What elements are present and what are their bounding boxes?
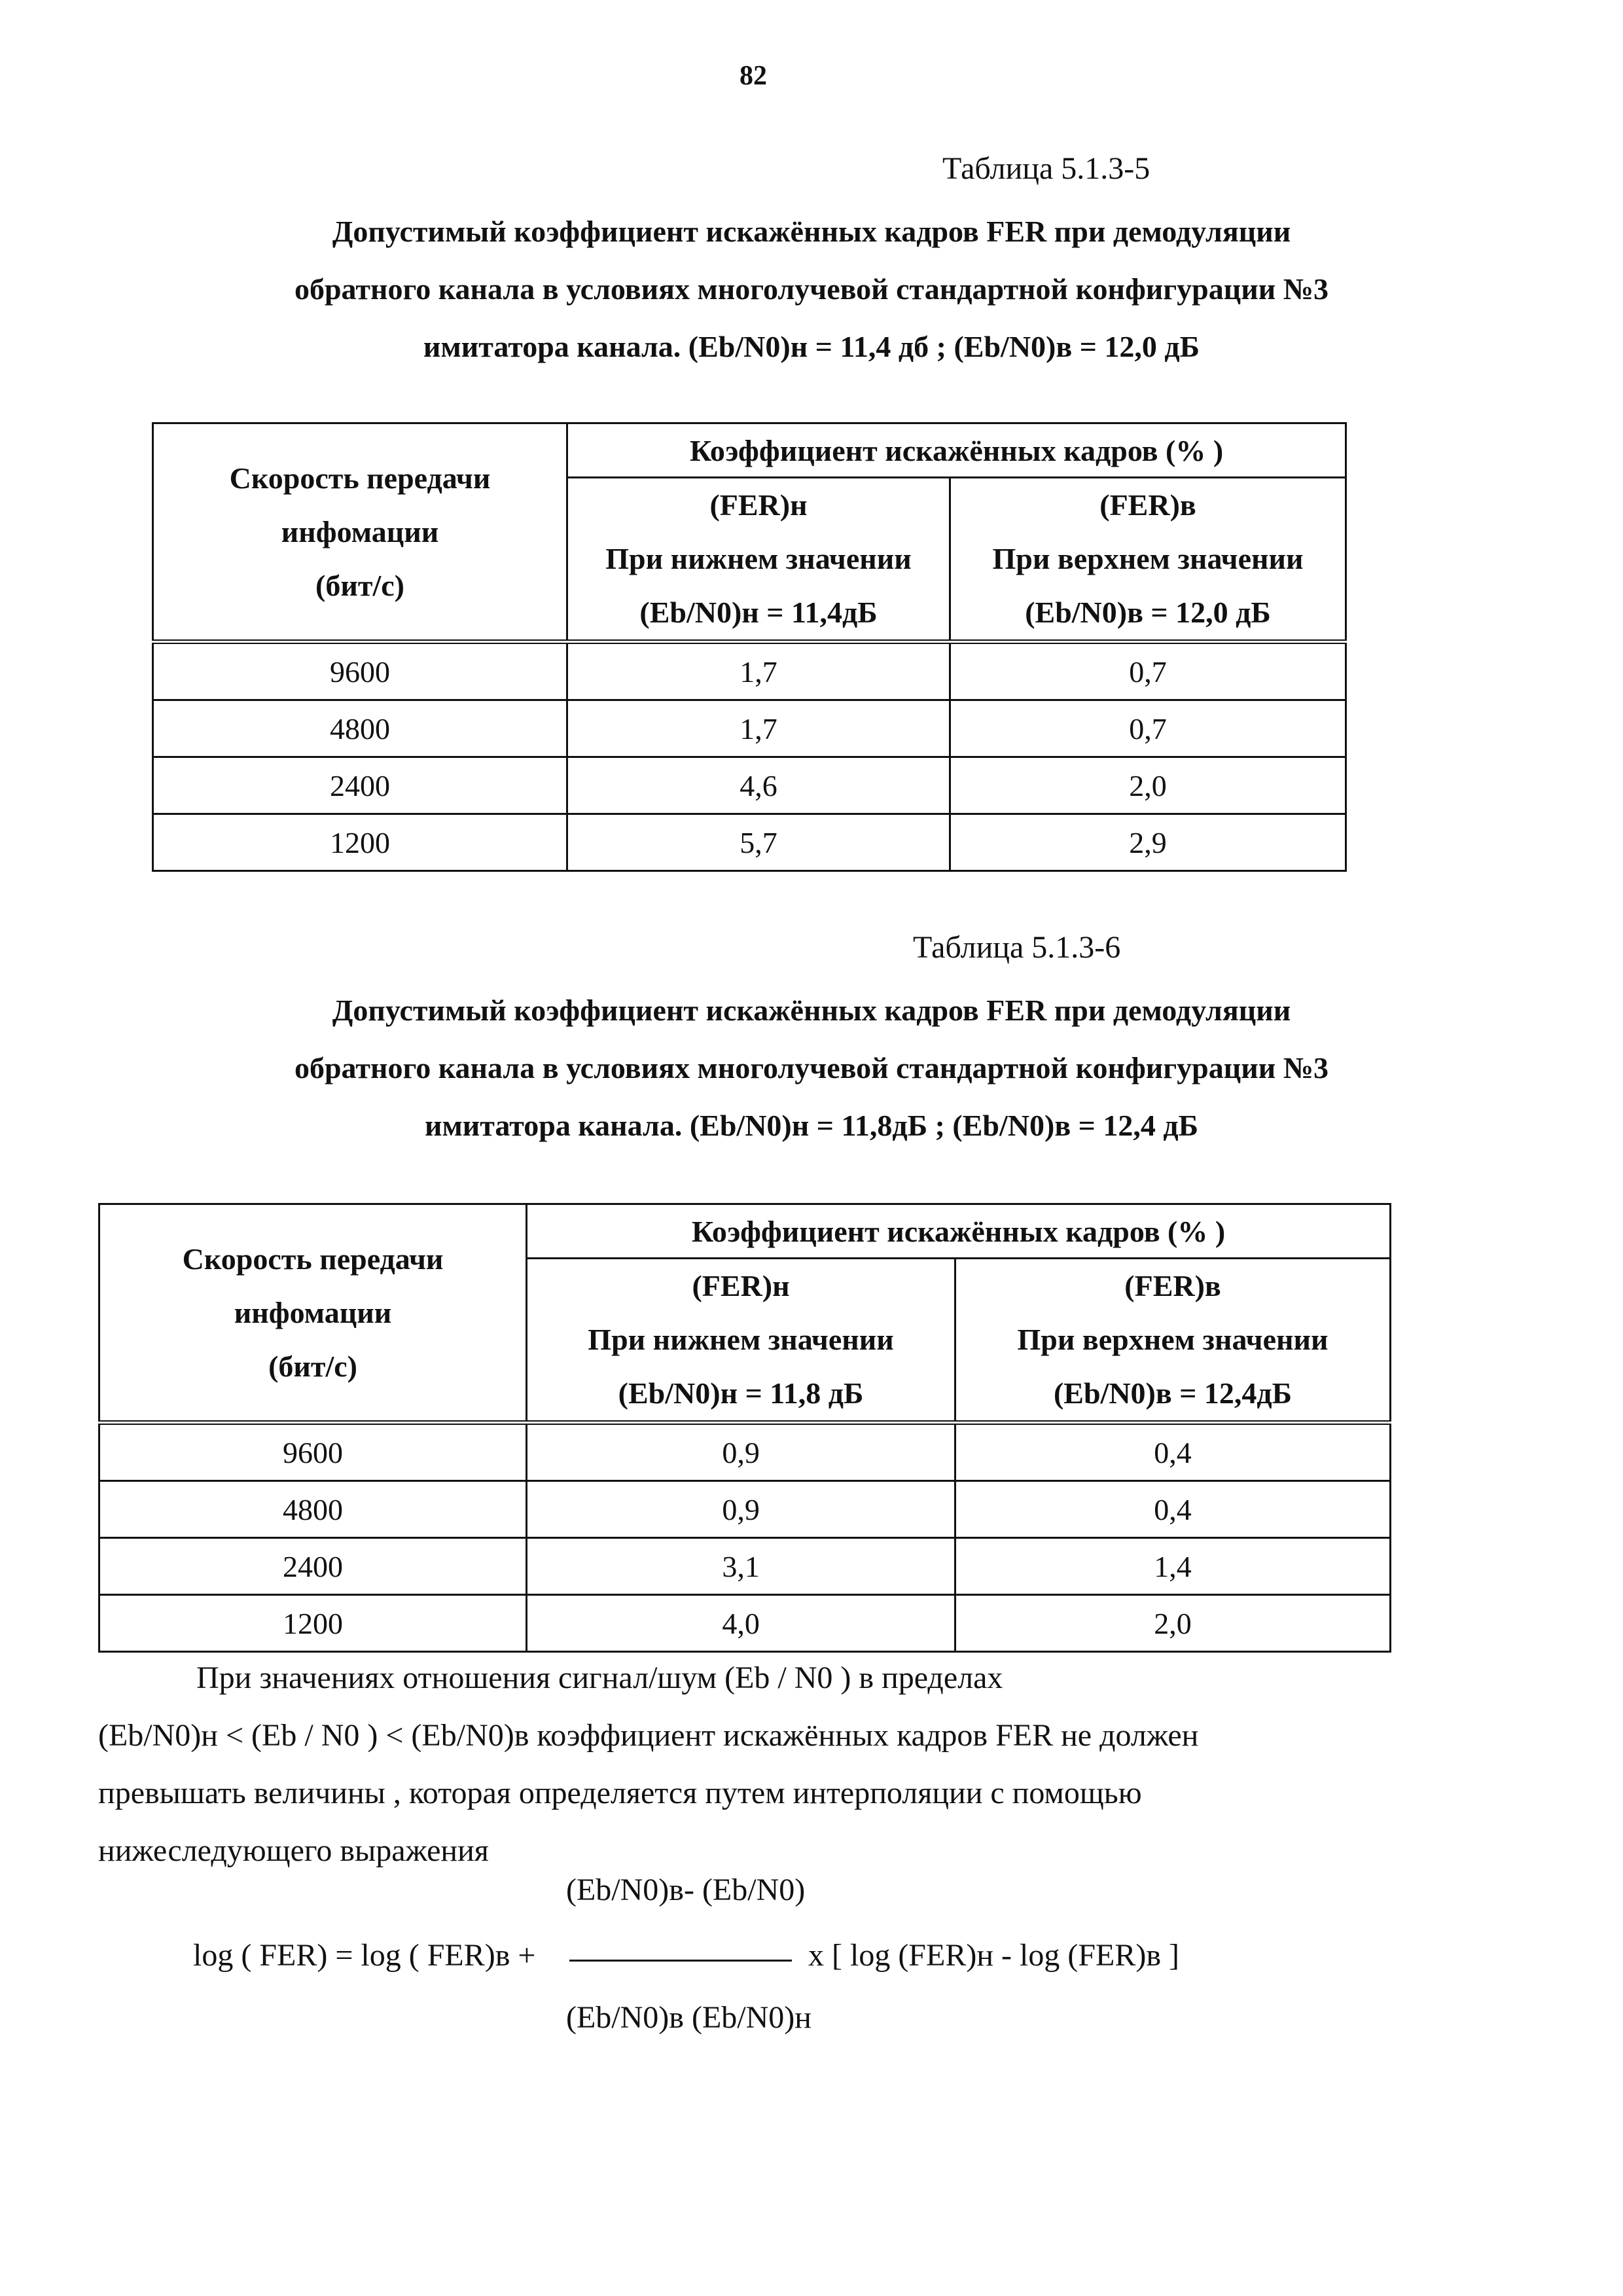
fer-upper-cell: 0,4	[955, 1423, 1391, 1481]
rate-cell: 1200	[99, 1595, 527, 1652]
fer-upper-cell: 0,4	[955, 1481, 1391, 1538]
fer-upper-cell: 2,9	[950, 814, 1346, 871]
fer-lower-cell: 0,9	[527, 1481, 955, 1538]
table1-title-line: имитатора канала. (Eb/N0)н = 11,4 дб ; (Eb/N0)в = 12,0 дБ	[423, 330, 1200, 363]
rate-cell: 2400	[153, 757, 567, 814]
rate-header-line: инфомации	[281, 514, 439, 548]
table-row	[99, 1595, 1391, 1652]
lower-header-line: (Eb/N0)н = 11,4дБ	[639, 596, 878, 629]
table-row	[99, 1423, 1391, 1481]
table1-rate-header	[153, 423, 567, 642]
lower-header-line: (Eb/N0)н = 11,8 дБ	[618, 1376, 864, 1410]
rate-cell: 9600	[99, 1423, 527, 1481]
paragraph-line: нижеследующего выражения	[98, 1833, 489, 1868]
rate-cell: 4800	[99, 1481, 527, 1538]
fer-lower-cell: 4,0	[527, 1595, 955, 1652]
table-row	[153, 757, 1346, 814]
fer-lower-cell: 0,9	[527, 1423, 955, 1481]
formula-numerator: (Eb/N0)в- (Eb/N0)	[566, 1873, 806, 1907]
table1	[152, 422, 1347, 872]
paragraph-line: превышать величины , которая определяется путем интерполяции с помощью	[98, 1776, 1142, 1810]
table1-title	[98, 203, 1525, 376]
fer-upper-cell: 2,0	[950, 757, 1346, 814]
fer-upper-cell: 0,7	[950, 700, 1346, 757]
table-row	[99, 1538, 1391, 1595]
fer-lower-cell: 4,6	[567, 757, 950, 814]
upper-header-line: (FER)в	[1124, 1269, 1221, 1302]
upper-header-line: При верхнем значении	[992, 542, 1304, 575]
upper-header-line: (FER)в	[1099, 488, 1196, 522]
rate-header-line: (бит/с)	[315, 568, 404, 602]
paragraph-line: При значениях отношения сигнал/шум (Eb / N0 ) в пределах	[196, 1660, 1003, 1695]
lower-header-line: При нижнем значении	[588, 1323, 894, 1356]
lower-header-line: (FER)н	[709, 488, 808, 522]
upper-header-line: При верхнем значении	[1017, 1323, 1329, 1356]
upper-header-line: (Eb/N0)в = 12,4дБ	[1053, 1376, 1293, 1410]
table1-lower-header	[567, 478, 950, 642]
table1-upper-header	[950, 478, 1346, 642]
upper-header-line: (Eb/N0)в = 12,0 дБ	[1025, 596, 1271, 629]
table-row	[153, 700, 1346, 757]
rate-cell: 2400	[99, 1538, 527, 1595]
lower-header-line: При нижнем значении	[605, 542, 912, 575]
fer-upper-cell: 1,4	[955, 1538, 1391, 1595]
interpolation-paragraph	[98, 1649, 1525, 1880]
fer-upper-cell: 2,0	[955, 1595, 1391, 1652]
table1-title-line: Допустимый коэффициент искажённых кадров FER при демодуляции	[332, 215, 1291, 248]
table2-title	[98, 982, 1525, 1155]
fraction-line	[569, 1960, 792, 1962]
table2-upper-header	[955, 1259, 1391, 1423]
fer-lower-cell: 3,1	[527, 1538, 955, 1595]
rate-header-line: инфомации	[234, 1295, 392, 1329]
table-row	[99, 1481, 1391, 1538]
formula-rhs: x [ log (FER)н - log (FER)в ]	[808, 1938, 1179, 1973]
table2-rate-header	[99, 1204, 527, 1423]
table2	[98, 1203, 1391, 1653]
fer-lower-cell: 1,7	[567, 642, 950, 700]
table2-title-line: обратного канала в условиях многолучевой стандартной конфигурации №3	[294, 1051, 1329, 1085]
table1-fer-header: Коэффициент искажённых кадров (% )	[567, 423, 1346, 478]
rate-cell: 4800	[153, 700, 567, 757]
formula-denominator: (Eb/N0)в (Eb/N0)н	[566, 2000, 812, 2035]
page-number: 82	[740, 61, 767, 91]
table-row	[153, 814, 1346, 871]
table2-title-line: имитатора канала. (Eb/N0)н = 11,8дБ ; (Eb/N0)в = 12,4 дБ	[424, 1109, 1199, 1142]
paragraph-line: (Eb/N0)н < (Eb / N0 ) < (Eb/N0)в коэффициент искажённых кадров FER не должен	[98, 1718, 1199, 1753]
rate-header-line: (бит/с)	[268, 1349, 357, 1383]
formula-lhs: log ( FER) = log ( FER)в +	[193, 1938, 536, 1973]
table1-title-line: обратного канала в условиях многолучевой стандартной конфигурации №3	[294, 272, 1329, 306]
fer-lower-cell: 5,7	[567, 814, 950, 871]
rate-header-line: Скорость передачи	[229, 461, 491, 495]
rate-header-line: Скорость передачи	[182, 1242, 444, 1276]
table-row	[153, 642, 1346, 700]
table2-lower-header	[527, 1259, 955, 1423]
table2-title-line: Допустимый коэффициент искажённых кадров FER при демодуляции	[332, 994, 1291, 1027]
table2-fer-header: Коэффициент искажённых кадров (% )	[527, 1204, 1391, 1259]
table1-caption: Таблица 5.1.3-5	[942, 151, 1150, 186]
rate-cell: 1200	[153, 814, 567, 871]
lower-header-line: (FER)н	[692, 1269, 790, 1302]
fer-lower-cell: 1,7	[567, 700, 950, 757]
rate-cell: 9600	[153, 642, 567, 700]
fer-upper-cell: 0,7	[950, 642, 1346, 700]
table2-caption: Таблица 5.1.3-6	[913, 930, 1121, 965]
